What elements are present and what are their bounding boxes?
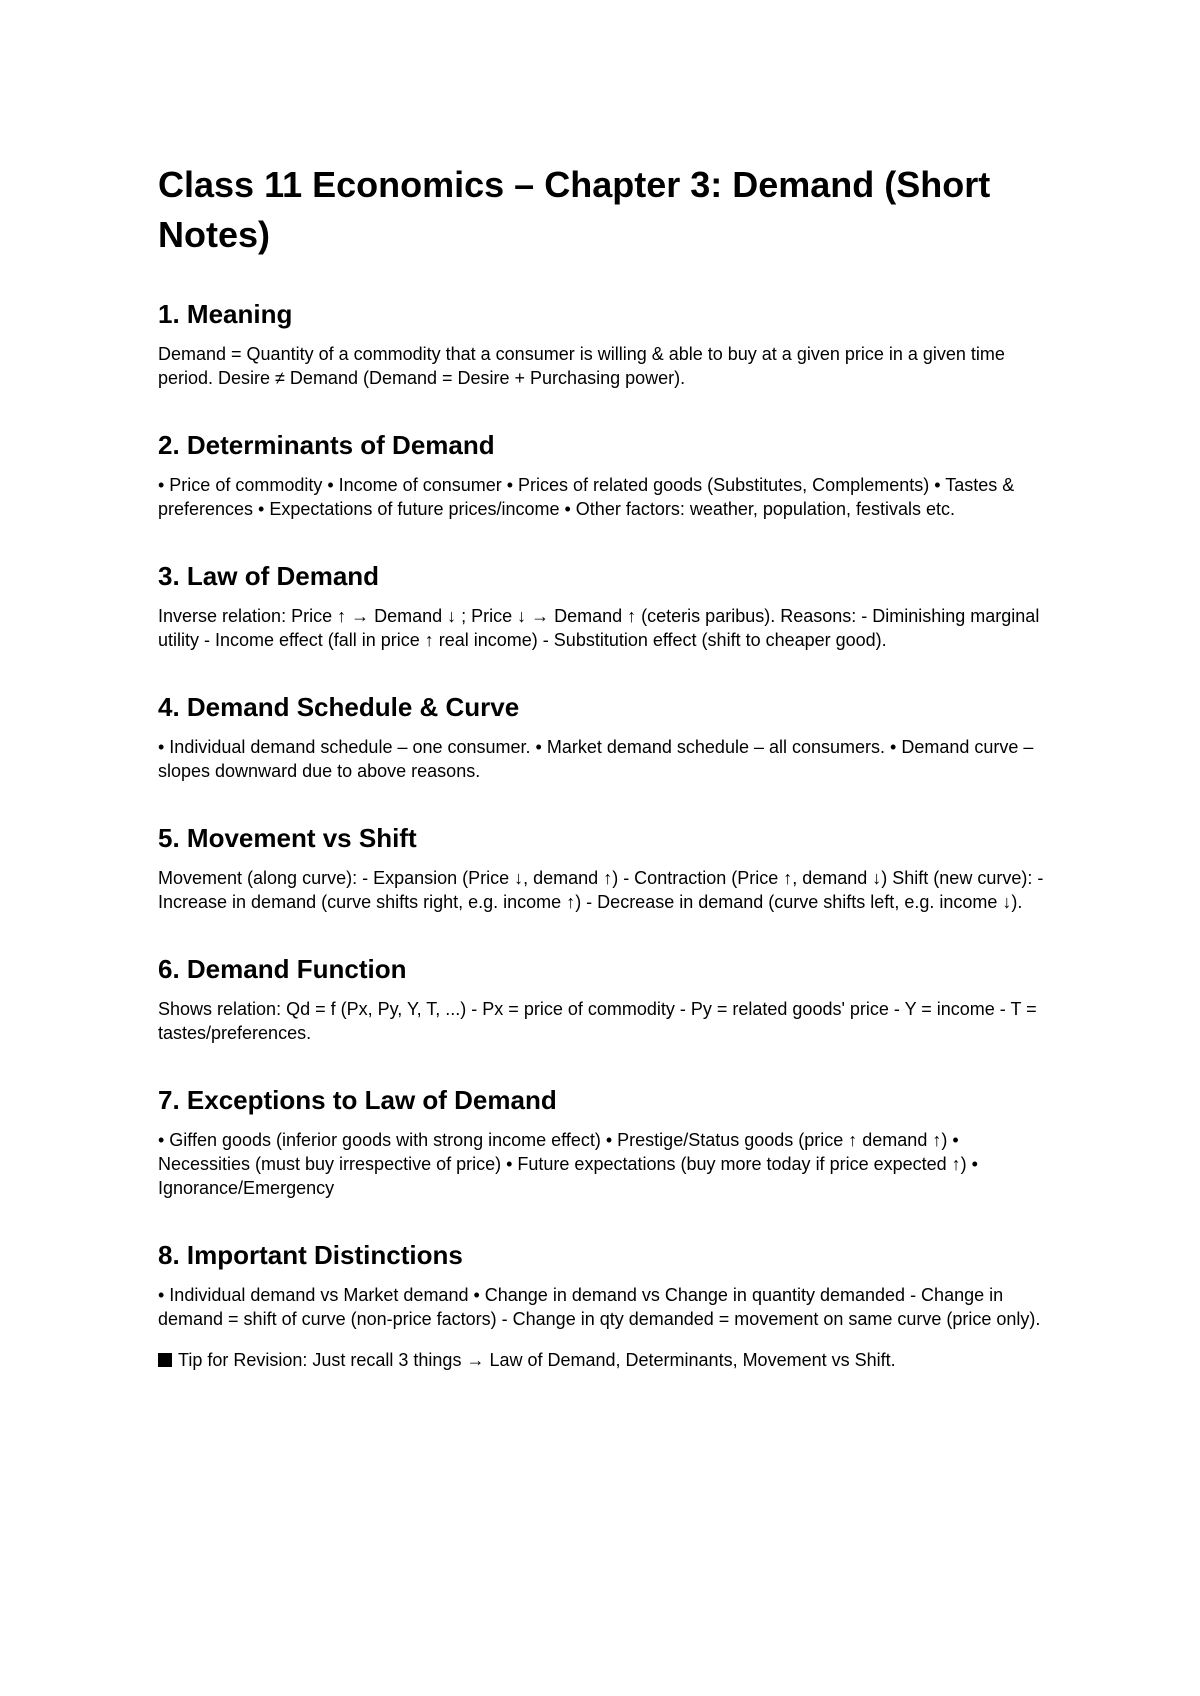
section-body: • Individual demand schedule – one consumer. • Market demand schedule – all consumers. • Demand curve – slopes downward due to above reasons.	[158, 737, 1034, 781]
section-schedule-curve	[158, 691, 1048, 783]
section-movement-shift	[158, 822, 1048, 914]
section-body: Shows relation: Qd = f (Px, Py, Y, T, ...) - Px = price of commodity - Py = related goods' price - Y = income - T = tastes/preferences.	[158, 999, 1037, 1043]
section-heading: 4. Demand Schedule & Curve	[158, 692, 520, 722]
section-body: Demand = Quantity of a commodity that a consumer is willing & able to buy at a given price in a given time period. Desire ≠ Demand (Demand = Desire + Purchasing power).	[158, 344, 1005, 388]
section-meaning	[158, 298, 1048, 390]
black-square-icon	[158, 1353, 172, 1367]
section-heading: 7. Exceptions to Law of Demand	[158, 1085, 557, 1115]
section-heading: 6. Demand Function	[158, 954, 407, 984]
section-distinctions	[158, 1239, 1048, 1331]
section-law-of-demand	[158, 560, 1048, 652]
revision-tip-text: Tip for Revision: Just recall 3 things → Law of Demand, Determinants, Movement vs Shift.	[178, 1350, 896, 1370]
document-title: Class 11 Economics – Chapter 3: Demand (Short Notes)	[158, 164, 991, 255]
section-determinants	[158, 429, 1048, 521]
section-heading: 3. Law of Demand	[158, 561, 380, 591]
section-body: • Giffen goods (inferior goods with strong income effect) • Prestige/Status goods (price ↑ demand ↑) • Necessities (must buy irrespective of price) • Future expectations (buy more today if price expected ↑) • Ignorance/Emergency	[158, 1130, 978, 1198]
section-heading: 1. Meaning	[158, 299, 293, 329]
section-body: Movement (along curve): - Expansion (Price ↓, demand ↑) - Contraction (Price ↑, demand ↓) Shift (new curve): - Increase in demand (curve shifts right, e.g. income ↑) - Decrease in demand (curve shifts left, e.g. income ↓).	[158, 868, 1044, 912]
section-exceptions	[158, 1084, 1048, 1200]
section-heading: 2. Determinants of Demand	[158, 430, 495, 460]
document-page	[158, 160, 1048, 1372]
section-heading: 5. Movement vs Shift	[158, 823, 417, 853]
revision-tip	[158, 1348, 1048, 1372]
section-body: • Individual demand vs Market demand • Change in demand vs Change in quantity demanded - Change in demand = shift of curve (non-price factors) - Change in qty demanded = movement on same curve (price only).	[158, 1285, 1041, 1329]
section-body: Inverse relation: Price ↑ → Demand ↓ ; Price ↓ → Demand ↑ (ceteris paribus). Reasons: - Diminishing marginal utility - Income effect (fall in price ↑ real income) - Substitution effect (shift to cheaper good).	[158, 606, 1040, 650]
section-demand-function	[158, 953, 1048, 1045]
section-body: • Price of commodity • Income of consumer • Prices of related goods (Substitutes, Complements) • Tastes & preferences • Expectations of future prices/income • Other factors: weather, population, festivals etc.	[158, 475, 1015, 519]
section-heading: 8. Important Distinctions	[158, 1240, 463, 1270]
